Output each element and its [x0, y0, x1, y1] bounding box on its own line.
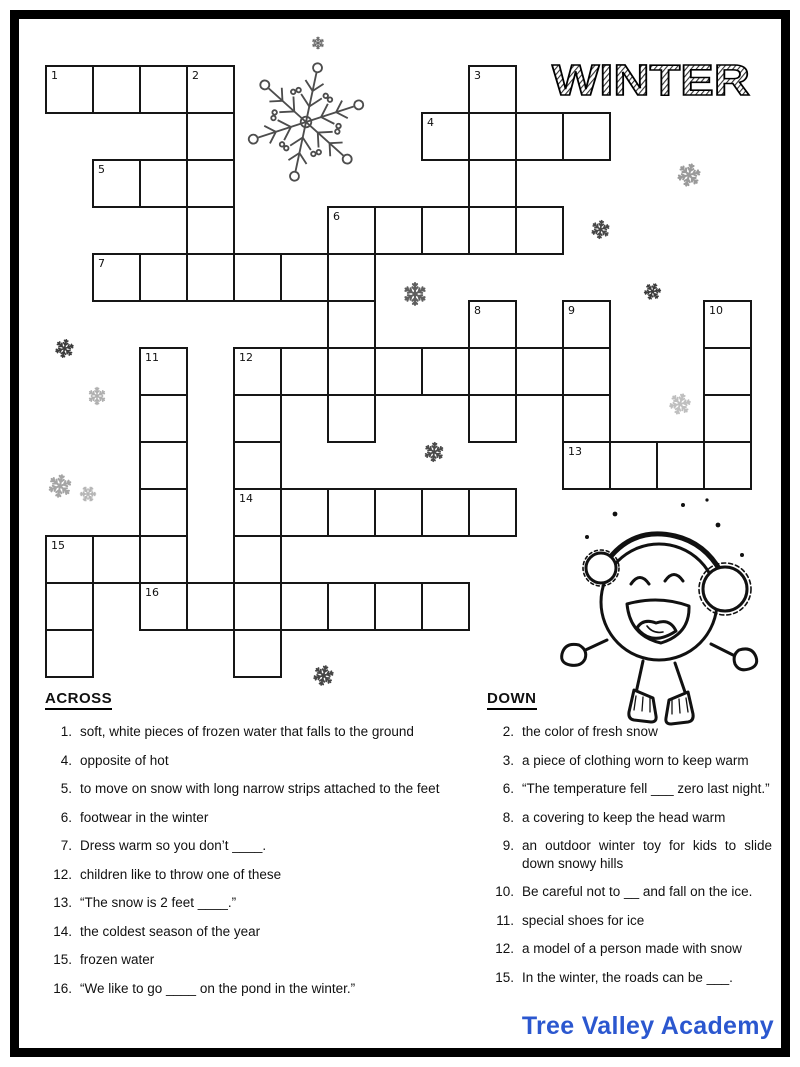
- clue-text: In the winter, the roads can be ___.: [522, 969, 733, 985]
- crossword-cell: [233, 253, 282, 302]
- clue-text: an outdoor winter toy for kids to slide down snowy hills: [522, 838, 772, 871]
- crossword-cell: [233, 441, 282, 490]
- crossword-cell: [139, 582, 188, 631]
- cell-number: 11: [145, 351, 159, 364]
- crossword-cell: [139, 65, 188, 114]
- down-header: DOWN: [487, 690, 537, 710]
- crossword-cell: [139, 159, 188, 208]
- crossword-cell: [233, 394, 282, 443]
- crossword-cell: [139, 488, 188, 537]
- clue-text: special shoes for ice: [522, 912, 645, 928]
- crossword-cell: [374, 488, 423, 537]
- cell-number: 15: [51, 539, 65, 552]
- crossword-cell: [515, 347, 564, 396]
- cell-number: 3: [474, 69, 481, 82]
- clue-text: children like to throw one of these: [80, 866, 282, 882]
- right-mitten-icon: [734, 649, 757, 670]
- across-header: ACROSS: [45, 690, 112, 710]
- clue-row: [45, 809, 487, 827]
- crossword-cell: [139, 535, 188, 584]
- clue-row: [487, 809, 772, 827]
- clue-text: to move on snow with long narrow strips attached to the feet: [80, 781, 440, 797]
- crossword-cell: [139, 394, 188, 443]
- cell-number: 9: [568, 304, 575, 317]
- crossword-cell: [468, 206, 517, 255]
- crossword-cell: [703, 441, 752, 490]
- clue-text: soft, white pieces of frozen water that falls to the ground: [80, 724, 414, 739]
- clue-text: opposite of hot: [80, 752, 169, 768]
- crossword-cell: [562, 300, 611, 349]
- clue-text: a covering to keep the head warm: [522, 809, 726, 825]
- down-column: [487, 690, 772, 1008]
- clue-row: [487, 837, 772, 872]
- crossword-cell: [421, 206, 470, 255]
- crossword-cell: [562, 112, 611, 161]
- crossword-cell: [233, 582, 282, 631]
- crossword-cell: [186, 112, 235, 161]
- clue-number: 6.: [60, 809, 72, 825]
- crossword-cell: [45, 535, 94, 584]
- crossword-cell: [703, 347, 752, 396]
- crossword-cell: [327, 253, 376, 302]
- crossword-cell: [92, 253, 141, 302]
- crossword-cell: [703, 394, 752, 443]
- clue-text: Dress warm so you don’t ____.: [80, 838, 267, 854]
- crossword-cell: [327, 582, 376, 631]
- crossword-cell: [186, 65, 235, 114]
- crossword-cell: [374, 347, 423, 396]
- clue-row: [45, 866, 487, 884]
- crossword-cell: [233, 347, 282, 396]
- cell-number: 6: [333, 210, 340, 223]
- clue-text: the coldest season of the year: [80, 923, 261, 939]
- crossword-cell: [703, 300, 752, 349]
- cell-number: 2: [192, 69, 199, 82]
- crossword-cell: [186, 582, 235, 631]
- crossword-cell: [421, 488, 470, 537]
- crossword-cell: [656, 441, 705, 490]
- across-column: [45, 690, 487, 1008]
- clue-row: [487, 723, 772, 741]
- crossword-cell: [45, 629, 94, 678]
- clue-text: a piece of clothing worn to keep warm: [522, 752, 749, 768]
- clue-number: 6.: [502, 781, 514, 797]
- clue-number: 9.: [502, 838, 514, 854]
- clue-row: [45, 923, 487, 941]
- across-clue-list: [45, 723, 487, 997]
- clue-number: 5.: [60, 781, 72, 797]
- brand-footer: Tree Valley Academy: [521, 1012, 774, 1040]
- crossword-cell: [468, 112, 517, 161]
- clue-number: 8.: [502, 809, 514, 825]
- cell-number: 14: [239, 492, 253, 505]
- crossword-cell: [468, 394, 517, 443]
- cell-number: 5: [98, 163, 105, 176]
- crossword-cell: [562, 394, 611, 443]
- cell-number: 12: [239, 351, 253, 364]
- crossword-cell: [233, 535, 282, 584]
- crossword-cell: [45, 65, 94, 114]
- crossword-cell: [468, 300, 517, 349]
- crossword-cell: [562, 347, 611, 396]
- clue-row: [487, 883, 772, 901]
- crossword-cell: [374, 582, 423, 631]
- clue-row: [45, 837, 487, 855]
- left-leg: [636, 661, 643, 693]
- clue-row: [45, 951, 487, 969]
- crossword-cell: [45, 582, 94, 631]
- cell-number: 10: [709, 304, 723, 317]
- crossword-cell: [468, 159, 517, 208]
- crossword-cell: [421, 112, 470, 161]
- crossword-cell: [468, 347, 517, 396]
- clue-text: Be careful not to __ and fall on the ice.: [522, 884, 753, 900]
- cell-number: 16: [145, 586, 159, 599]
- crossword-cell: [327, 300, 376, 349]
- crossword-cell: [280, 488, 329, 537]
- clue-text: footwear in the winter: [80, 809, 209, 825]
- title-text: WINTER: [552, 56, 750, 105]
- crossword-cell: [280, 253, 329, 302]
- crossword-cell: [139, 253, 188, 302]
- crossword-cell: [186, 253, 235, 302]
- clue-row: [487, 969, 772, 987]
- crossword-cell: [468, 65, 517, 114]
- clue-text: a model of a person made with snow: [522, 941, 742, 957]
- crossword-cell: [233, 488, 282, 537]
- right-earmuff-icon: [703, 567, 747, 611]
- clue-row: [45, 980, 487, 998]
- cell-number: 13: [568, 445, 582, 458]
- crossword-cell: [327, 488, 376, 537]
- cell-number: 1: [51, 69, 58, 82]
- crossword-cell: [186, 206, 235, 255]
- clue-number: 15.: [53, 952, 72, 968]
- crossword-cell: [92, 535, 141, 584]
- crossword-cell: [609, 441, 658, 490]
- crossword-cell: [327, 206, 376, 255]
- crossword-cell: [92, 65, 141, 114]
- crossword-cell: [139, 347, 188, 396]
- crossword-cell: [421, 582, 470, 631]
- crossword-cell: [186, 159, 235, 208]
- clue-row: [487, 752, 772, 770]
- clue-number: 1.: [60, 724, 72, 739]
- clue-row: [45, 780, 487, 798]
- clue-row: [45, 894, 487, 912]
- clue-row: [487, 912, 772, 930]
- crossword-cell: [327, 394, 376, 443]
- clue-row: [487, 780, 772, 798]
- clue-number: 2.: [502, 724, 514, 739]
- crossword-cell: [468, 488, 517, 537]
- clue-text: “We like to go ____ on the pond in the winter.”: [80, 980, 356, 996]
- clue-number: 11.: [496, 912, 514, 928]
- crossword-cell: [139, 441, 188, 490]
- clue-number: 7.: [60, 838, 72, 854]
- clue-number: 10.: [495, 884, 514, 900]
- clue-number: 15.: [495, 969, 514, 985]
- cell-number: 7: [98, 257, 105, 270]
- clue-number: 3.: [502, 752, 514, 768]
- left-earmuff-icon: [586, 553, 616, 583]
- clue-number: 12.: [495, 941, 514, 957]
- crossword-cell: [421, 347, 470, 396]
- clue-number: 16.: [53, 980, 72, 996]
- down-clue-list: [487, 723, 772, 986]
- clue-row: [45, 723, 487, 741]
- crossword-cell: [92, 159, 141, 208]
- clue-text: “The snow is 2 feet ____.”: [80, 895, 237, 911]
- clue-number: 12.: [53, 866, 72, 882]
- cell-number: 8: [474, 304, 481, 317]
- clue-text: frozen water: [80, 952, 155, 968]
- clue-row: [487, 940, 772, 958]
- cell-number: 4: [427, 116, 434, 129]
- clue-number: 13.: [53, 895, 72, 911]
- crossword-cell: [233, 629, 282, 678]
- crossword-cell: [374, 206, 423, 255]
- left-mitten-icon: [562, 644, 586, 665]
- crossword-cell: [327, 347, 376, 396]
- clue-number: 4.: [60, 752, 72, 768]
- crossword-cell: [562, 441, 611, 490]
- clue-text: “The temperature fell ___ zero last night.”: [522, 781, 770, 797]
- clue-text: the color of fresh snow: [522, 724, 658, 739]
- clue-row: [45, 752, 487, 770]
- crossword-cell: [280, 582, 329, 631]
- crossword-cell: [515, 206, 564, 255]
- clue-number: 14.: [53, 923, 72, 939]
- crossword-cell: [515, 112, 564, 161]
- crossword-cell: [280, 347, 329, 396]
- clues-section: [45, 690, 772, 1008]
